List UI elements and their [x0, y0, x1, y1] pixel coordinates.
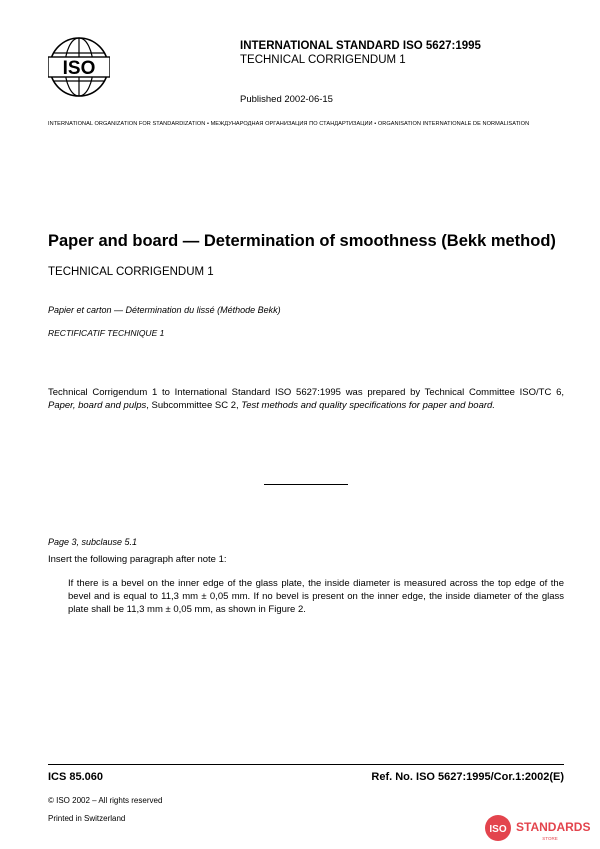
- reference-number: Ref. No. ISO 5627:1995/Cor.1:2002(E): [371, 771, 564, 783]
- printed-location: Printed in Switzerland: [48, 814, 126, 823]
- footer-divider: [48, 764, 564, 765]
- intro-paragraph: Technical Corrigendum 1 to International Standard ISO 5627:1995 was prepared by Technical Committee ISO/TC 6, Paper, board and pulps, Subcommittee SC 2, Test methods and quality specifications for paper and board.: [48, 387, 564, 411]
- document-title: Paper and board — Determination of smoothness (Bekk method): [48, 232, 556, 250]
- document-corrigendum: TECHNICAL CORRIGENDUM 1: [48, 266, 214, 278]
- divider: [264, 484, 348, 485]
- ics-code: ICS 85.060: [48, 771, 104, 783]
- committee-name: Paper, board and pulps: [48, 399, 147, 411]
- french-corrigendum: RECTIFICATIF TECHNIQUE 1: [48, 328, 165, 338]
- iso-logo: [48, 36, 110, 98]
- amendment-text: If there is a bevel on the inner edge of the glass plate, the inside diameter is measured across the top edge of the bevel and is equal to 11,3 mm ± 0,05 mm. If no bevel is present on the inner edge, the inside diameter of the glass plate shall be 11,3 mm ± 0,05 mm, as shown in Figure 2.: [68, 578, 564, 615]
- corrigendum-label: TECHNICAL CORRIGENDUM 1: [240, 54, 406, 66]
- svg-text:STORE: STORE: [542, 836, 558, 841]
- copyright: © ISO 2002 – All rights reserved: [48, 796, 163, 805]
- iso-logo-text: ISO: [62, 58, 96, 79]
- published-date: Published 2002-06-15: [240, 94, 333, 105]
- organization-line: INTERNATIONAL ORGANIZATION FOR STANDARDIZATION • МЕЖДУНАРОДНАЯ ОРГАНИЗАЦИЯ ПО СТАНДАРТИЗАЦИИ • ORGANISATION INTERNATIONALE DE NORMALISATION: [48, 121, 530, 127]
- svg-text:ISO: ISO: [489, 824, 507, 835]
- standard-title: INTERNATIONAL STANDARD ISO 5627:1995: [240, 40, 481, 52]
- french-title: Papier et carton — Détermination du lissé (Méthode Bekk): [48, 305, 281, 315]
- svg-text:STANDARDS: STANDARDS: [516, 820, 591, 834]
- amendment-instruction: Insert the following paragraph after note 1:: [48, 554, 227, 565]
- subcommittee-name: Test methods and quality specifications for paper and board.: [241, 399, 495, 411]
- amendment-location: Page 3, subclause 5.1: [48, 537, 138, 547]
- iso-standards-store-logo: [484, 812, 594, 844]
